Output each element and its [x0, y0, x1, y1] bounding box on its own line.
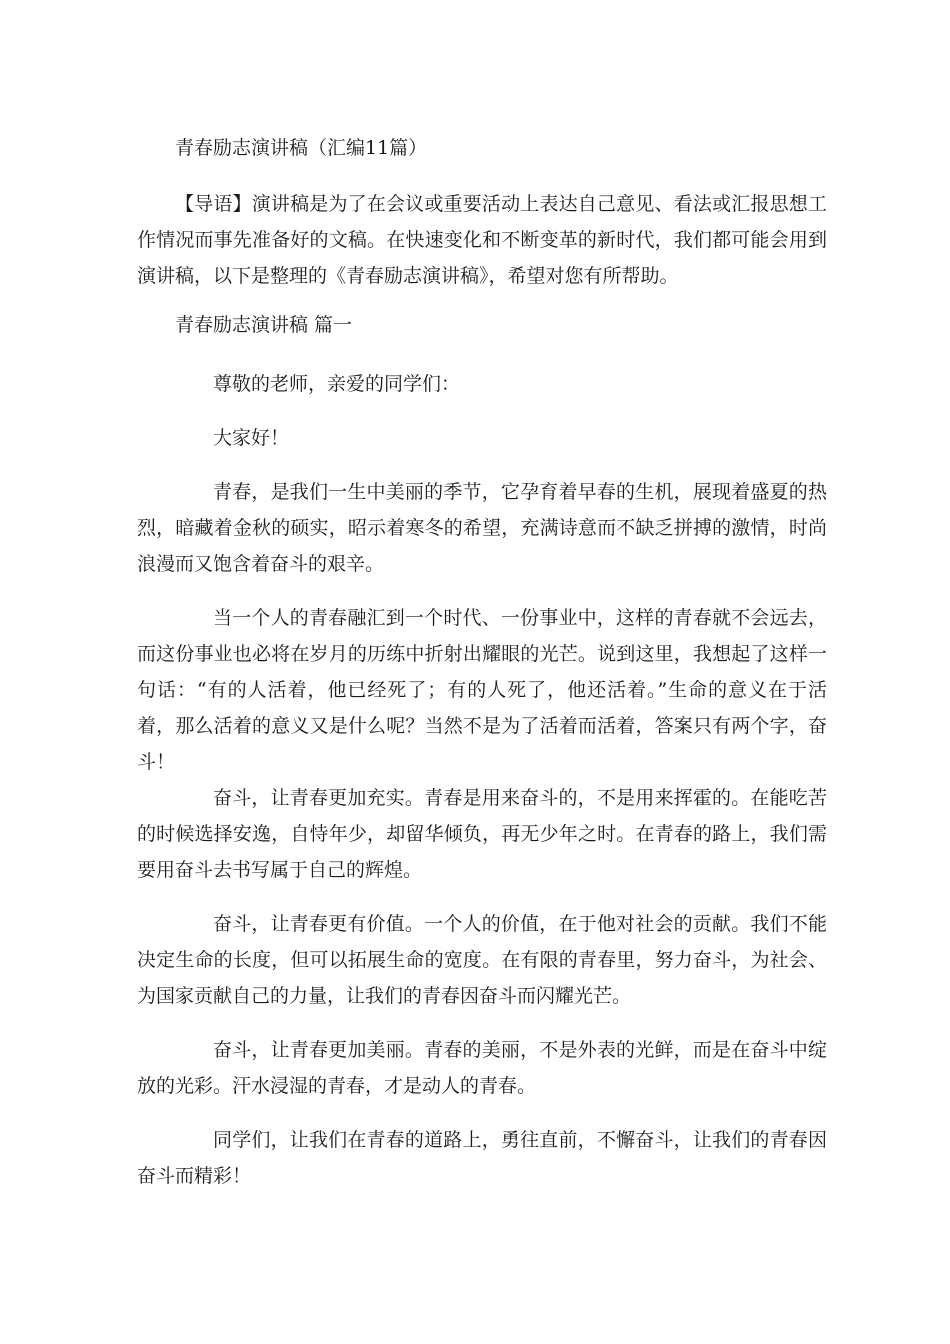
- section-heading: 青春励志演讲稿 篇一: [175, 314, 353, 336]
- greeting-paragraph: 大家好！: [213, 427, 290, 449]
- intro-paragraph: 【导语】演讲稿是为了在会议或重要活动上表达自己意见、看法或汇报思想工作情况而事先准备好的文稿。在快速变化和不断变革的新时代，我们都可能会用到演讲稿，以下是整理的《青春励志演讲稿》，希望对您有所帮助。: [137, 193, 827, 287]
- body-paragraph: 当一个人的青春融汇到一个时代、一份事业中，这样的青春就不会远去，而这份事业也必将在岁月的历练中折射出耀眼的光芒。说到这里，我想起了这样一句话：“有的人活着，他已经死了；有的人死了，他还活着。”生命的意义在于活着，那么活着的意义又是什么呢？当然不是为了活着而活着，答案只有两个字，奋斗！: [137, 607, 827, 773]
- document-title: 青春励志演讲稿（汇编11篇）: [175, 137, 428, 159]
- salutation-paragraph: 尊敬的老师，亲爱的同学们：: [213, 373, 461, 395]
- body-paragraph: 青春，是我们一生中美丽的季节，它孕育着早春的生机，展现着盛夏的热烈，暗藏着金秋的硕实，昭示着寒冬的希望，充满诗意而不缺乏拼搏的激情，时尚浪漫而又饱含着奋斗的艰辛。: [137, 481, 827, 575]
- body-paragraph: 奋斗，让青春更加美丽。青春的美丽，不是外表的光鲜，而是在奋斗中绽放的光彩。汗水浸湿的青春，才是动人的青春。: [137, 1039, 827, 1097]
- body-paragraph: 奋斗，让青春更有价值。一个人的价值，在于他对社会的贡献。我们不能决定生命的长度，但可以拓展生命的宽度。在有限的青春里，努力奋斗，为社会、为国家贡献自己的力量，让我们的青春因奋斗而闪耀光芒。: [137, 913, 827, 1007]
- closing-paragraph: 同学们，让我们在青春的道路上，勇往直前，不懈奋斗，让我们的青春因奋斗而精彩！: [137, 1129, 827, 1187]
- body-paragraph: 奋斗，让青春更加充实。青春是用来奋斗的，不是用来挥霍的。在能吃苦的时候选择安逸，自恃年少，却留华倾负，再无少年之时。在青春的路上，我们需要用奋斗去书写属于自己的辉煌。: [137, 787, 827, 881]
